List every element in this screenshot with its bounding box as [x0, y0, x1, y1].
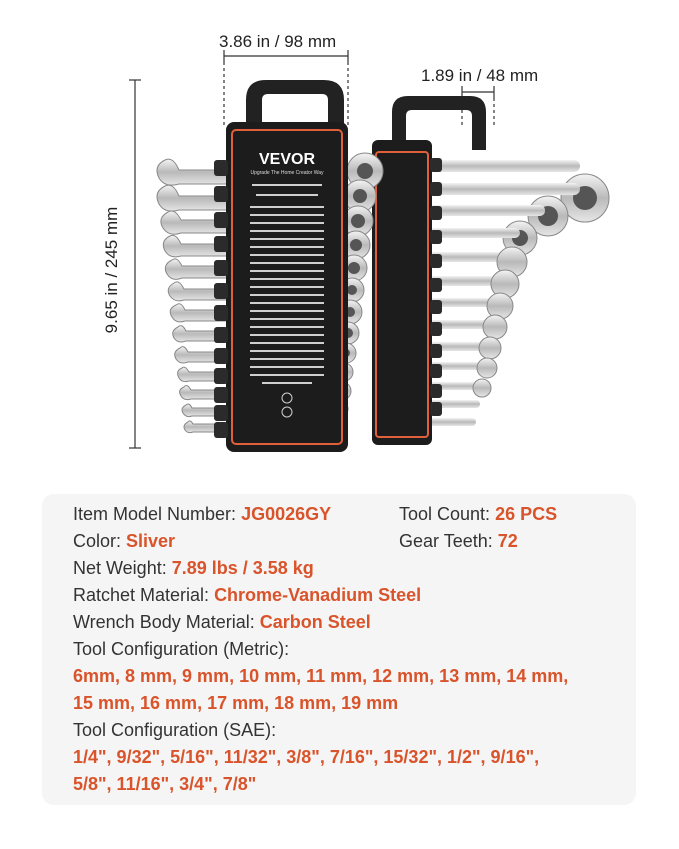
gear-teeth-value: 72	[497, 531, 518, 551]
color-label: Color:	[73, 531, 127, 551]
ratchet-value: Chrome-Vanadium Steel	[214, 585, 422, 605]
model-value: JG0026GY	[241, 504, 332, 524]
tool-count-label: Tool Count:	[399, 504, 496, 524]
brand-logo: VEVOR	[258, 151, 316, 168]
gear-teeth-label: Gear Teeth:	[399, 531, 498, 551]
height-dimension-label: 9.65 in / 245 mm	[102, 206, 121, 334]
metric-sizes-line-2: 15 mm, 16 mm, 17 mm, 18 mm, 19 mm	[73, 693, 399, 713]
metric-config-label: Tool Configuration (Metric):	[73, 639, 290, 659]
spec-net-weight	[73, 557, 314, 579]
spec-body-material	[73, 611, 371, 633]
brand-tagline: Upgrade The Home Creator Way	[250, 170, 324, 176]
side-dimension-label: 1.89 in / 48 mm	[421, 66, 539, 85]
front-wrench-rack	[157, 80, 383, 452]
spec-card	[42, 494, 636, 805]
height-dimension-line	[129, 80, 141, 448]
spec-gear-teeth	[399, 530, 518, 552]
net-weight-value: 7.89 lbs / 3.58 kg	[171, 558, 314, 578]
net-weight-label: Net Weight:	[73, 558, 172, 578]
sae-config-label: Tool Configuration (SAE):	[73, 720, 277, 740]
ratchet-label: Ratchet Material:	[73, 585, 215, 605]
spec-model	[73, 503, 331, 525]
sae-sizes-line-2: 5/8", 11/16", 3/4", 7/8"	[73, 774, 257, 794]
sae-sizes-line-1: 1/4", 9/32", 5/16", 11/32", 3/8", 7/16", 15/32", 1/2", 9/16",	[73, 747, 540, 767]
tool-count-value: 26 PCS	[495, 504, 558, 524]
spec-tool-count	[399, 503, 557, 525]
body-value: Carbon Steel	[259, 612, 371, 632]
width-dimension-label: 3.86 in / 98 mm	[219, 32, 337, 51]
model-label: Item Model Number:	[73, 504, 242, 524]
spec-color	[73, 530, 175, 552]
color-value: Sliver	[126, 531, 176, 551]
body-label: Wrench Body Material:	[73, 612, 260, 632]
back-wrench-rack	[372, 96, 609, 445]
spec-ratchet-material	[73, 584, 421, 606]
metric-sizes-line-1: 6mm, 8 mm, 9 mm, 10 mm, 11 mm, 12 mm, 13 mm, 14 mm,	[73, 666, 569, 686]
